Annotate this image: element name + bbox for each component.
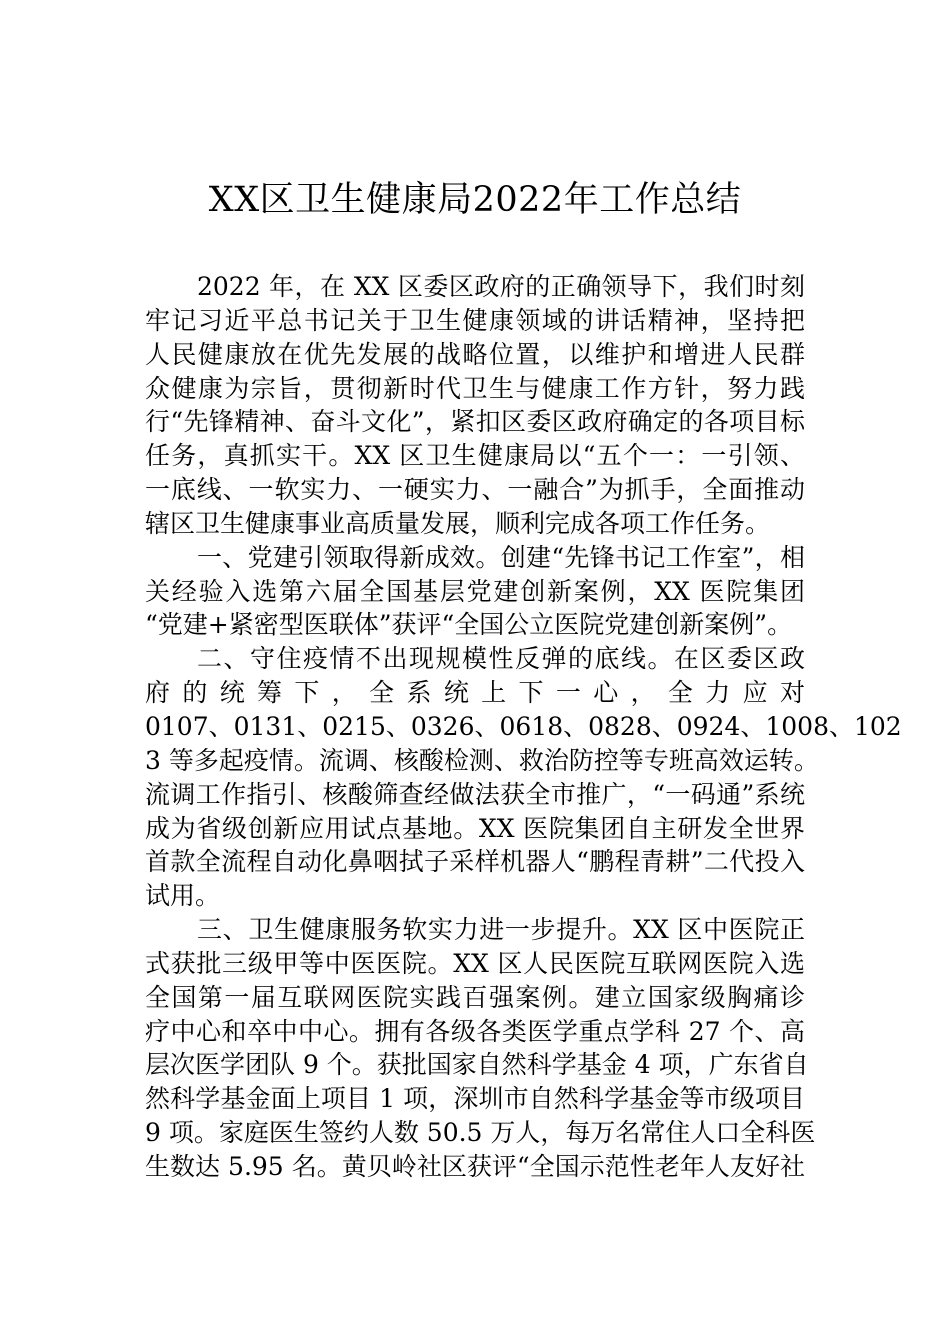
document-title: XX区卫生健康局2022年工作总结 — [208, 180, 742, 220]
paragraph-line: 流调工作指引、核酸筛查经做法获全市推广，“一码通”系统 — [145, 779, 805, 809]
paragraph-line: 试用。 — [145, 881, 221, 911]
paragraph-line: 众健康为宗旨，贯彻新时代卫生与健康工作方针，努力践 — [145, 373, 805, 403]
paragraph-line: 一、党建引领取得新成效。创建“先锋书记工作室”，相 — [197, 542, 805, 572]
paragraph-line: 关经验入选第六届全国基层党建创新案例，XX 医院集团 — [145, 576, 805, 606]
paragraph-line: “党建+紧密型医联体”获评“全国公立医院党建创新案例”。 — [145, 610, 793, 640]
paragraph-line: 3 等多起疫情。流调、核酸检测、救治防控等专班高效运转。 — [145, 745, 819, 775]
paragraph — [145, 913, 816, 1184]
paragraph-line: 辖区卫生健康事业高质量发展，顺利完成各项工作任务。 — [145, 508, 771, 538]
paragraph-line: 行“先锋精神、奋斗文化”，紧扣区委区政府确定的各项目标 — [145, 407, 805, 437]
paragraph-line: 府 的 统 筹 下 ， 全 系 统 上 下 一 心 ， 全 力 应 对 — [145, 678, 805, 708]
paragraph-line: 然科学基金面上项目 1 项，深圳市自然科学基金等市级项目 — [145, 1084, 805, 1114]
paragraph-line: 层次医学团队 9 个。获批国家自然科学基金 4 项，广东省自 — [145, 1050, 809, 1080]
paragraph-line: 牢记习近平总书记关于卫生健康领域的讲话精神，坚持把 — [145, 305, 805, 335]
document-body — [145, 270, 902, 1184]
paragraph-line: 一底线、一软实力、一硬实力、一融合”为抓手，全面推动 — [145, 475, 805, 505]
paragraph — [145, 541, 805, 643]
paragraph-line: 式获批三级甲等中医医院。XX 区人民医院互联网医院入选 — [145, 948, 805, 978]
paragraph-line: 成为省级创新应用试点基地。XX 医院集团自主研发全世界 — [145, 813, 805, 843]
paragraph-line: 生数达 5.95 名。黄贝岭社区获评“全国示范性老年人友好社 — [145, 1151, 805, 1181]
paragraph-line: 全国第一届互联网医院实践百强案例。建立国家级胸痛诊 — [145, 982, 805, 1012]
paragraph-line: 人民健康放在优先发展的战略位置，以维护和增进人民群 — [145, 339, 805, 369]
paragraph-line: 0107、0131、0215、0326、0618、0828、0924、1008、102 — [145, 711, 902, 741]
paragraph — [145, 642, 902, 913]
paragraph-line: 首款全流程自动化鼻咽拭子采样机器人“鹏程青耕”二代投入 — [145, 847, 805, 877]
paragraph-line: 9 项。家庭医生签约人数 50.5 万人，每万名常住人口全科医 — [145, 1118, 816, 1148]
paragraph-line: 二、守住疫情不出现规模性反弹的底线。在区委区政 — [197, 644, 805, 674]
paragraph-line: 三、卫生健康服务软实力进一步提升。XX 区中医院正 — [197, 915, 805, 945]
paragraph — [145, 270, 805, 541]
paragraph-line: 2022 年，在 XX 区委区政府的正确领导下，我们时刻 — [197, 272, 805, 301]
paragraph-line: 疗中心和卒中中心。拥有各级各类医学重点学科 27 个、高 — [145, 1016, 805, 1046]
paragraph-line: 任务，真抓实干。XX 区卫生健康局以“五个一：一引领、 — [145, 441, 805, 471]
